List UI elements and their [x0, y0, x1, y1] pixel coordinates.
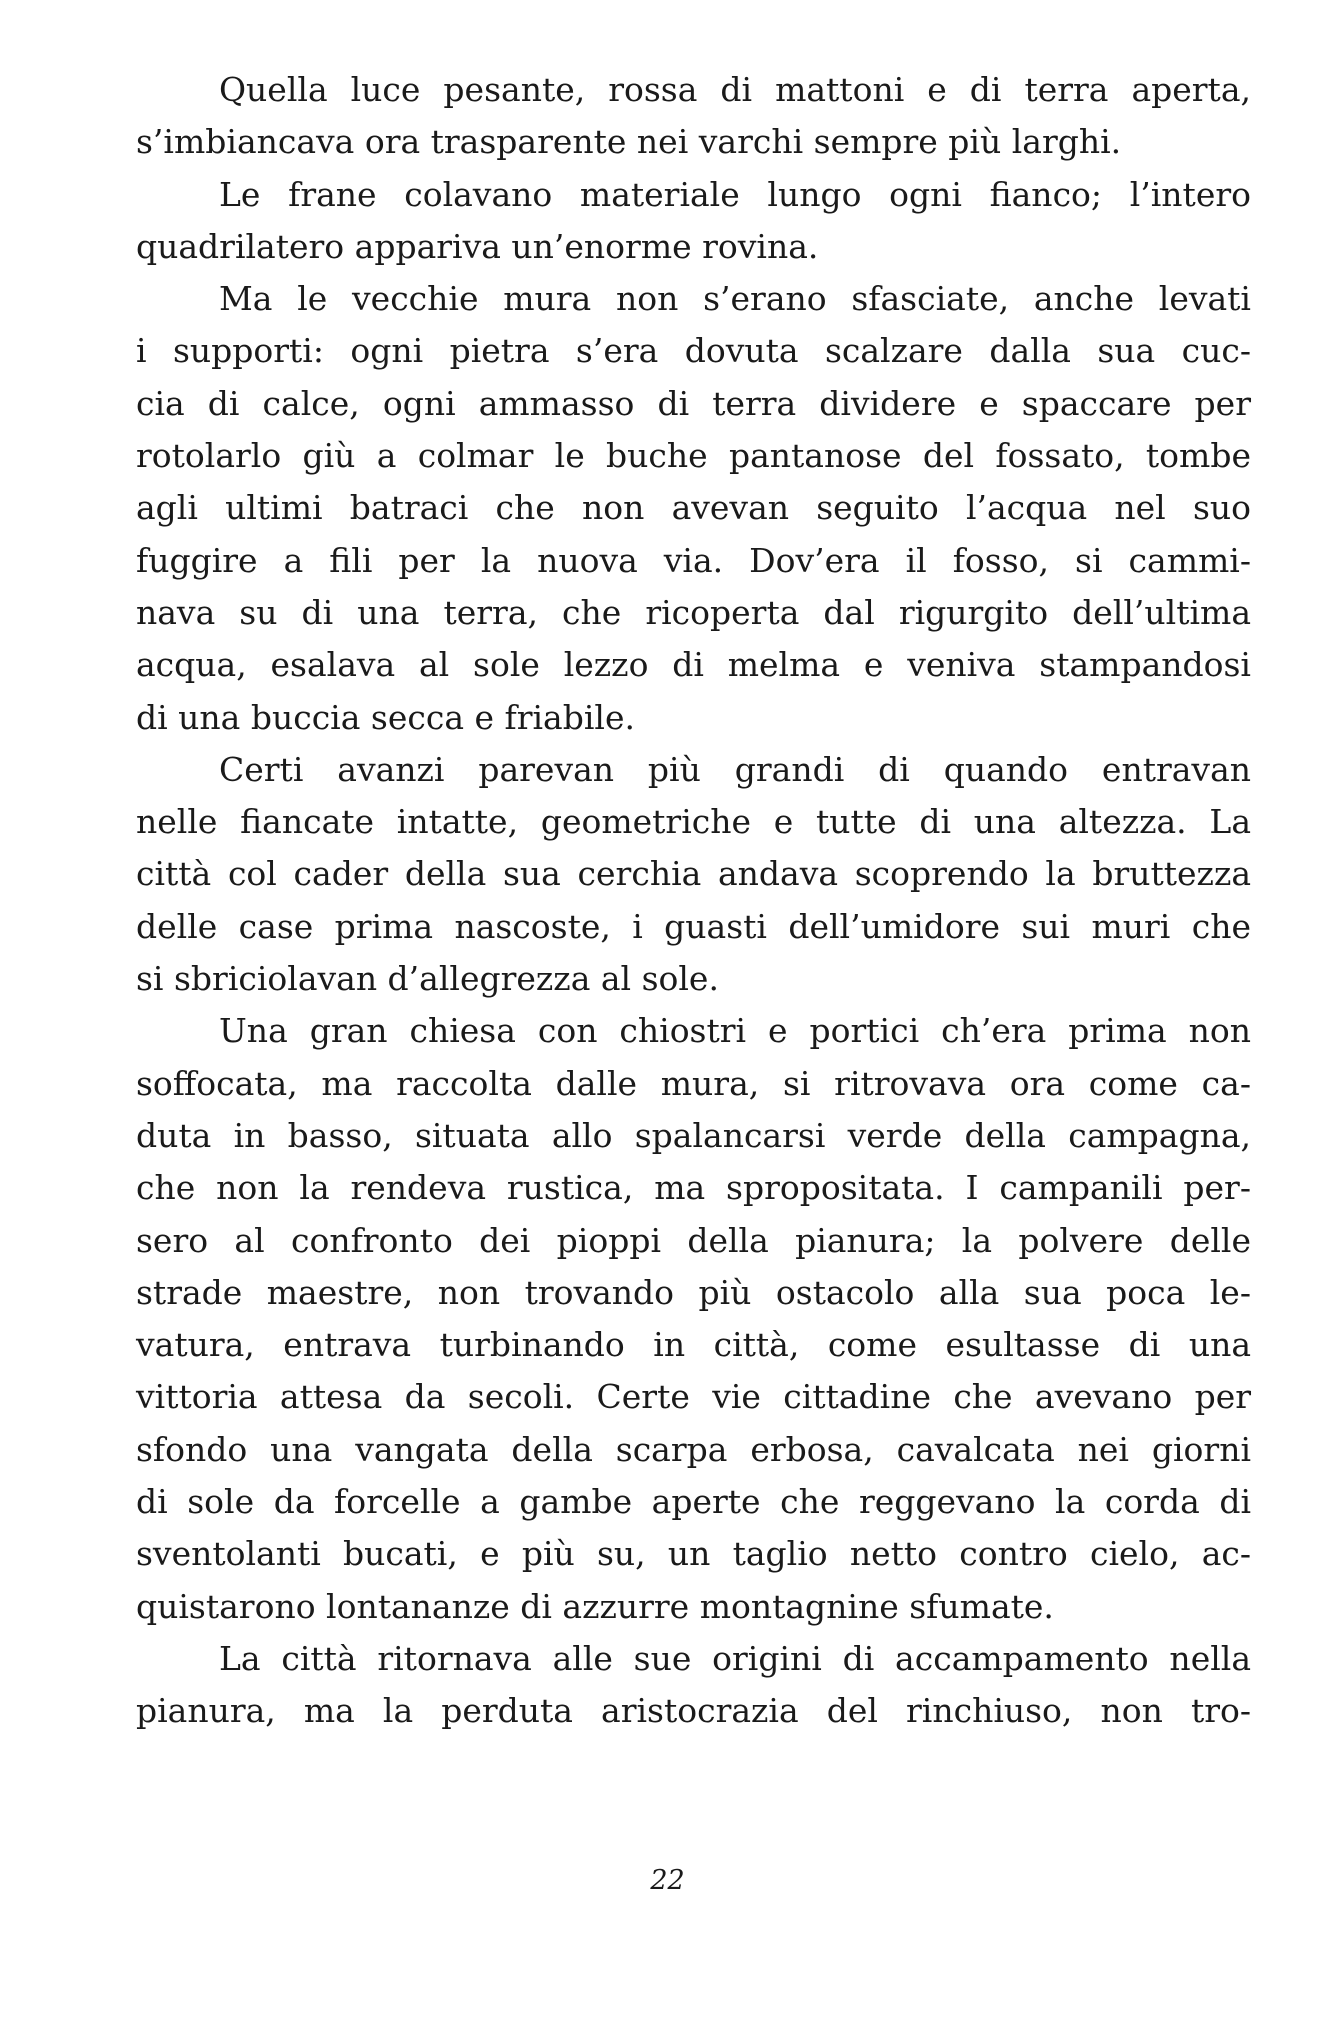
- text-line: delle case prima nascoste, i guasti dell’umidore sui muri che: [136, 906, 1251, 946]
- text-line: vittoria attesa da secoli. Certe vie cittadine che avevano per: [136, 1377, 1251, 1417]
- text-line: cia di calce, ogni ammasso di terra dividere e spaccare per: [136, 383, 1251, 423]
- text-line: quadrilatero appariva un’enorme rovina.: [136, 226, 819, 266]
- text-line: duta in basso, situata allo spalancarsi verde della campagna,: [136, 1115, 1251, 1155]
- text-line: nava su di una terra, che ricoperta dal rigurgito dell’ultima: [136, 592, 1251, 632]
- text-line: sventolanti bucati, e più su, un taglio netto contro cielo, ac-: [136, 1534, 1251, 1574]
- text-line: agli ultimi batraci che non avevan seguito l’acqua nel suo: [136, 488, 1251, 528]
- text-line: strade maestre, non trovando più ostacolo alla sua poca le-: [136, 1272, 1251, 1312]
- text-line: quistarono lontananze di azzurre montagnine sfumate.: [136, 1586, 1054, 1626]
- text-line: sfondo una vangata della scarpa erbosa, cavalcata nei giorni: [136, 1429, 1251, 1469]
- text-line: vatura, entrava turbinando in città, come esultasse di una: [136, 1325, 1251, 1365]
- text-line: fuggire a fili per la nuova via. Dov’era il fosso, si cammi-: [136, 540, 1251, 580]
- body-text: [136, 64, 1251, 1738]
- text-line: s’imbiancava ora trasparente nei varchi sempre più larghi.: [136, 122, 1122, 162]
- text-line: Quella luce pesante, rossa di mattoni e di terra aperta,: [219, 70, 1251, 109]
- text-line: città col cader della sua cerchia andava scoprendo la bruttezza: [136, 854, 1251, 894]
- text-line: La città ritornava alle sue origini di accampamento nella: [219, 1638, 1251, 1678]
- page-number: 22: [650, 1865, 685, 1896]
- text-line: di una buccia secca e friabile.: [136, 697, 635, 737]
- text-line: che non la rendeva rustica, ma spropositata. I campanili per-: [136, 1168, 1251, 1208]
- text-line: di sole da forcelle a gambe aperte che reggevano la corda di: [136, 1482, 1251, 1522]
- text-line: Certi avanzi parevan più grandi di quando entravan: [219, 749, 1251, 789]
- text-line: acqua, esalava al sole lezzo di melma e veniva stampandosi: [136, 645, 1251, 685]
- text-line: Le frane colavano materiale lungo ogni fianco; l’intero: [219, 174, 1251, 214]
- text-line: Ma le vecchie mura non s’erano sfasciate, anche levati: [219, 279, 1251, 319]
- text-line: sero al confronto dei pioppi della pianura; la polvere delle: [136, 1220, 1251, 1260]
- text-line: rotolarlo giù a colmar le buche pantanose del fossato, tombe: [136, 436, 1251, 476]
- text-line: si sbriciolavan d’allegrezza al sole.: [136, 959, 719, 999]
- text-line: nelle fiancate intatte, geometriche e tutte di una altezza. La: [136, 802, 1251, 842]
- text-line: i supporti: ogni pietra s’era dovuta scalzare dalla sua cuc-: [136, 331, 1251, 371]
- text-line: pianura, ma la perduta aristocrazia del rinchiuso, non tro-: [136, 1691, 1251, 1731]
- text-line: soffocata, ma raccolta dalle mura, si ritrovava ora come ca-: [136, 1063, 1251, 1103]
- text-line: Una gran chiesa con chiostri e portici ch’era prima non: [219, 1011, 1251, 1051]
